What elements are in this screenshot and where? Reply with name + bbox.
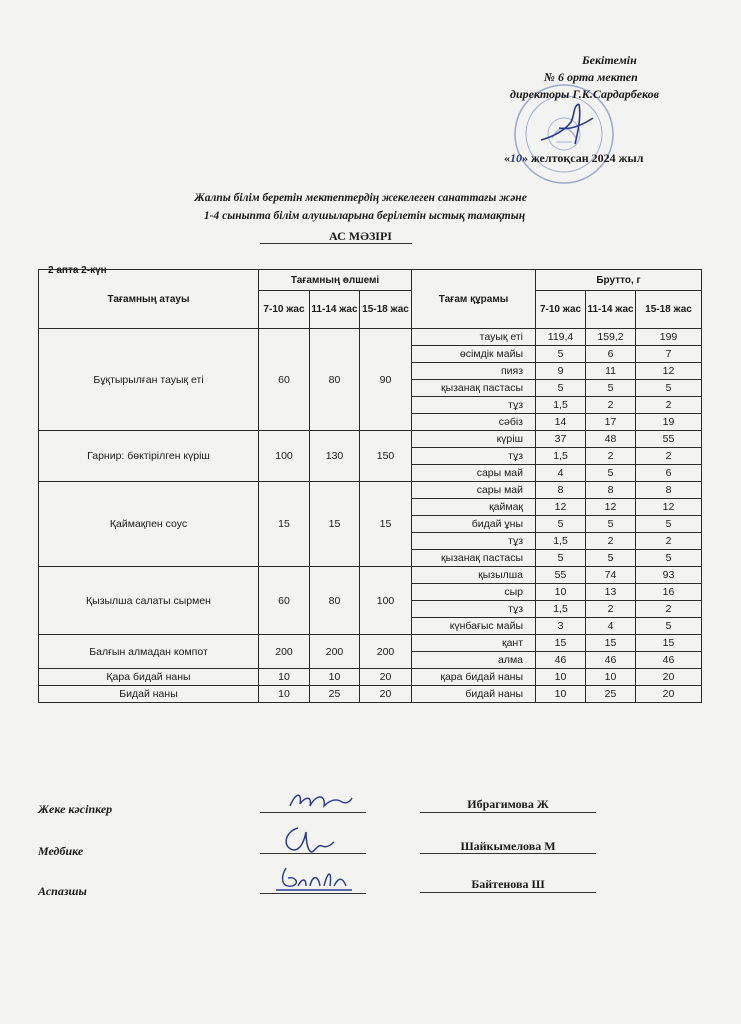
ingredient-name-cell: пияз — [412, 363, 536, 380]
portion-cell: 15 — [259, 482, 310, 567]
brutto-value-cell: 5 — [636, 516, 702, 533]
brutto-value-cell: 17 — [586, 414, 636, 431]
brutto-value-cell: 5 — [636, 550, 702, 567]
brutto-value-cell: 4 — [536, 465, 586, 482]
brutto-value-cell: 7 — [636, 346, 702, 363]
dish-name-cell: Гарнир: бөктірілген күріш — [39, 431, 259, 482]
signature-role-1: Жеке кәсіпкер — [38, 802, 113, 816]
ingredient-name-cell: сары май — [412, 482, 536, 499]
approval-date-suffix: » желтоқсан 2024 жыл — [522, 151, 644, 165]
portion-cell: 10 — [259, 669, 310, 686]
brutto-value-cell: 13 — [586, 584, 636, 601]
ingredient-name-cell: бидай наны — [412, 686, 536, 703]
brutto-value-cell: 5 — [586, 516, 636, 533]
ingredient-name-cell: қызанақ пастасы — [412, 550, 536, 567]
ingredient-name-cell: тұз — [412, 397, 536, 414]
portion-cell: 80 — [310, 567, 360, 635]
portion-cell: 10 — [259, 686, 310, 703]
approval-date-day: 10 — [510, 151, 522, 165]
brutto-value-cell: 8 — [636, 482, 702, 499]
brutto-value-cell: 2 — [586, 533, 636, 550]
portion-cell: 15 — [360, 482, 412, 567]
brutto-value-cell: 46 — [586, 652, 636, 669]
dish-name-cell: Қаймақпен соус — [39, 482, 259, 567]
header-composition: Тағам құрамы — [412, 270, 536, 329]
brutto-value-cell: 5 — [536, 346, 586, 363]
title-line-1: Жалпы білім беретін мектептердің жекелеген санаттағы және — [194, 192, 527, 204]
signature-name-line-3 — [420, 892, 596, 893]
signature-line-3 — [260, 893, 366, 894]
header-portion-age-1: 7-10 жас — [259, 291, 310, 329]
header-brutto: Брутто, г — [536, 270, 702, 291]
signature-role-2: Медбике — [38, 844, 84, 858]
ingredient-name-cell: сәбіз — [412, 414, 536, 431]
page-title: АС МӘЗІРІ — [329, 229, 392, 243]
menu-table-body — [39, 329, 702, 703]
brutto-value-cell: 25 — [586, 686, 636, 703]
dish-name-cell: Қара бидай наны — [39, 669, 259, 686]
brutto-value-cell: 2 — [636, 533, 702, 550]
header-dish-name: Тағамның атауы — [39, 270, 259, 329]
ingredient-name-cell: күнбағыс майы — [412, 618, 536, 635]
brutto-value-cell: 16 — [636, 584, 702, 601]
brutto-value-cell: 1,5 — [536, 397, 586, 414]
portion-cell: 130 — [310, 431, 360, 482]
approval-line-3: директоры Г.К.Сардарбеков — [510, 87, 660, 101]
brutto-value-cell: 12 — [536, 499, 586, 516]
dish-name-cell: Бидай наны — [39, 686, 259, 703]
ingredient-name-cell: қара бидай наны — [412, 669, 536, 686]
brutto-value-cell: 37 — [536, 431, 586, 448]
dish-name-cell: Балғын алмадан компот — [39, 635, 259, 669]
signature-name-line-1 — [420, 812, 596, 813]
brutto-value-cell: 20 — [636, 686, 702, 703]
ingredient-name-cell: қант — [412, 635, 536, 652]
ingredient-name-cell: өсімдік майы — [412, 346, 536, 363]
portion-cell: 100 — [259, 431, 310, 482]
signature-3-icon — [272, 864, 356, 894]
brutto-value-cell: 10 — [536, 584, 586, 601]
approval-line-2: № 6 орта мектеп — [544, 70, 638, 84]
brutto-value-cell: 14 — [536, 414, 586, 431]
brutto-value-cell: 15 — [636, 635, 702, 652]
brutto-value-cell: 12 — [586, 499, 636, 516]
brutto-value-cell: 6 — [586, 346, 636, 363]
brutto-value-cell: 5 — [536, 380, 586, 397]
header-brutto-age-3: 15-18 жас — [636, 291, 702, 329]
brutto-value-cell: 55 — [636, 431, 702, 448]
ingredient-name-cell: күріш — [412, 431, 536, 448]
signature-line-2 — [260, 853, 366, 854]
brutto-value-cell: 5 — [586, 550, 636, 567]
portion-cell: 20 — [360, 686, 412, 703]
header-brutto-age-1: 7-10 жас — [536, 291, 586, 329]
brutto-value-cell: 2 — [586, 397, 636, 414]
brutto-value-cell: 10 — [536, 686, 586, 703]
approval-line-1: Бекітемін — [582, 53, 637, 67]
brutto-value-cell: 20 — [636, 669, 702, 686]
portion-cell: 10 — [310, 669, 360, 686]
brutto-value-cell: 12 — [636, 363, 702, 380]
brutto-value-cell: 5 — [586, 465, 636, 482]
brutto-value-cell: 5 — [536, 550, 586, 567]
portion-cell: 60 — [259, 329, 310, 431]
brutto-value-cell: 8 — [536, 482, 586, 499]
director-signature-icon — [535, 100, 607, 152]
brutto-value-cell: 1,5 — [536, 448, 586, 465]
brutto-value-cell: 10 — [536, 669, 586, 686]
portion-cell: 150 — [360, 431, 412, 482]
brutto-value-cell: 5 — [536, 516, 586, 533]
brutto-value-cell: 159,2 — [586, 329, 636, 346]
brutto-value-cell: 1,5 — [536, 601, 586, 618]
approval-date — [504, 150, 643, 167]
ingredient-name-cell: қаймақ — [412, 499, 536, 516]
signature-name-1: Ибрагимова Ж — [467, 797, 549, 811]
menu-table — [38, 269, 702, 703]
brutto-value-cell: 11 — [586, 363, 636, 380]
brutto-value-cell: 19 — [636, 414, 702, 431]
signature-role-3: Аспазшы — [38, 884, 87, 898]
table-row — [39, 635, 702, 652]
brutto-value-cell: 15 — [586, 635, 636, 652]
brutto-value-cell: 74 — [586, 567, 636, 584]
header-portion-age-2: 11-14 жас — [310, 291, 360, 329]
portion-cell: 20 — [360, 669, 412, 686]
ingredient-name-cell: тауық еті — [412, 329, 536, 346]
brutto-value-cell: 10 — [586, 669, 636, 686]
brutto-value-cell: 55 — [536, 567, 586, 584]
brutto-value-cell: 9 — [536, 363, 586, 380]
brutto-value-cell: 199 — [636, 329, 702, 346]
ingredient-name-cell: тұз — [412, 533, 536, 550]
header-portion: Тағамның өлшемі — [259, 270, 412, 291]
approval-date-prefix: « — [504, 151, 510, 165]
title-underline — [260, 243, 412, 244]
brutto-value-cell: 2 — [636, 397, 702, 414]
brutto-value-cell: 5 — [586, 380, 636, 397]
brutto-value-cell: 46 — [636, 652, 702, 669]
portion-cell: 80 — [310, 329, 360, 431]
ingredient-name-cell: қызанақ пастасы — [412, 380, 536, 397]
portion-cell: 200 — [360, 635, 412, 669]
brutto-value-cell: 6 — [636, 465, 702, 482]
brutto-value-cell: 93 — [636, 567, 702, 584]
brutto-value-cell: 12 — [636, 499, 702, 516]
table-row — [39, 567, 702, 584]
brutto-value-cell: 46 — [536, 652, 586, 669]
ingredient-name-cell: тұз — [412, 601, 536, 618]
ingredient-name-cell: сыр — [412, 584, 536, 601]
table-row — [39, 686, 702, 703]
signature-2-icon — [278, 822, 338, 856]
signature-line-1 — [260, 812, 366, 813]
signature-1-icon — [286, 786, 356, 812]
signature-name-line-2 — [420, 853, 596, 854]
ingredient-name-cell: алма — [412, 652, 536, 669]
header-portion-age-3: 15-18 жас — [360, 291, 412, 329]
header-brutto-age-2: 11-14 жас — [586, 291, 636, 329]
signature-name-3: Байтенова Ш — [471, 877, 545, 891]
portion-cell: 15 — [310, 482, 360, 567]
brutto-value-cell: 5 — [636, 380, 702, 397]
portion-cell: 100 — [360, 567, 412, 635]
portion-cell: 200 — [310, 635, 360, 669]
ingredient-name-cell: бидай ұны — [412, 516, 536, 533]
brutto-value-cell: 8 — [586, 482, 636, 499]
portion-cell: 90 — [360, 329, 412, 431]
brutto-value-cell: 4 — [586, 618, 636, 635]
ingredient-name-cell: сары май — [412, 465, 536, 482]
brutto-value-cell: 5 — [636, 618, 702, 635]
brutto-value-cell: 48 — [586, 431, 636, 448]
brutto-value-cell: 2 — [636, 448, 702, 465]
table-row — [39, 431, 702, 448]
brutto-value-cell: 2 — [586, 448, 636, 465]
portion-cell: 200 — [259, 635, 310, 669]
portion-cell: 60 — [259, 567, 310, 635]
ingredient-name-cell: тұз — [412, 448, 536, 465]
signature-name-2: Шайкымелова М — [460, 839, 556, 853]
table-row — [39, 669, 702, 686]
portion-cell: 25 — [310, 686, 360, 703]
brutto-value-cell: 15 — [536, 635, 586, 652]
table-row — [39, 329, 702, 346]
brutto-value-cell: 2 — [636, 601, 702, 618]
week-day-label: 2 апта 2-күн — [48, 265, 107, 276]
title-line-2: 1-4 сыныпта білім алушыларына берілетін ыстық тамақтың — [203, 210, 526, 222]
dish-name-cell: Қызылша салаты сырмен — [39, 567, 259, 635]
ingredient-name-cell: қызылша — [412, 567, 536, 584]
brutto-value-cell: 119,4 — [536, 329, 586, 346]
brutto-value-cell: 2 — [586, 601, 636, 618]
brutto-value-cell: 3 — [536, 618, 586, 635]
dish-name-cell: Бұқтырылған тауық еті — [39, 329, 259, 431]
brutto-value-cell: 1,5 — [536, 533, 586, 550]
table-row — [39, 482, 702, 499]
